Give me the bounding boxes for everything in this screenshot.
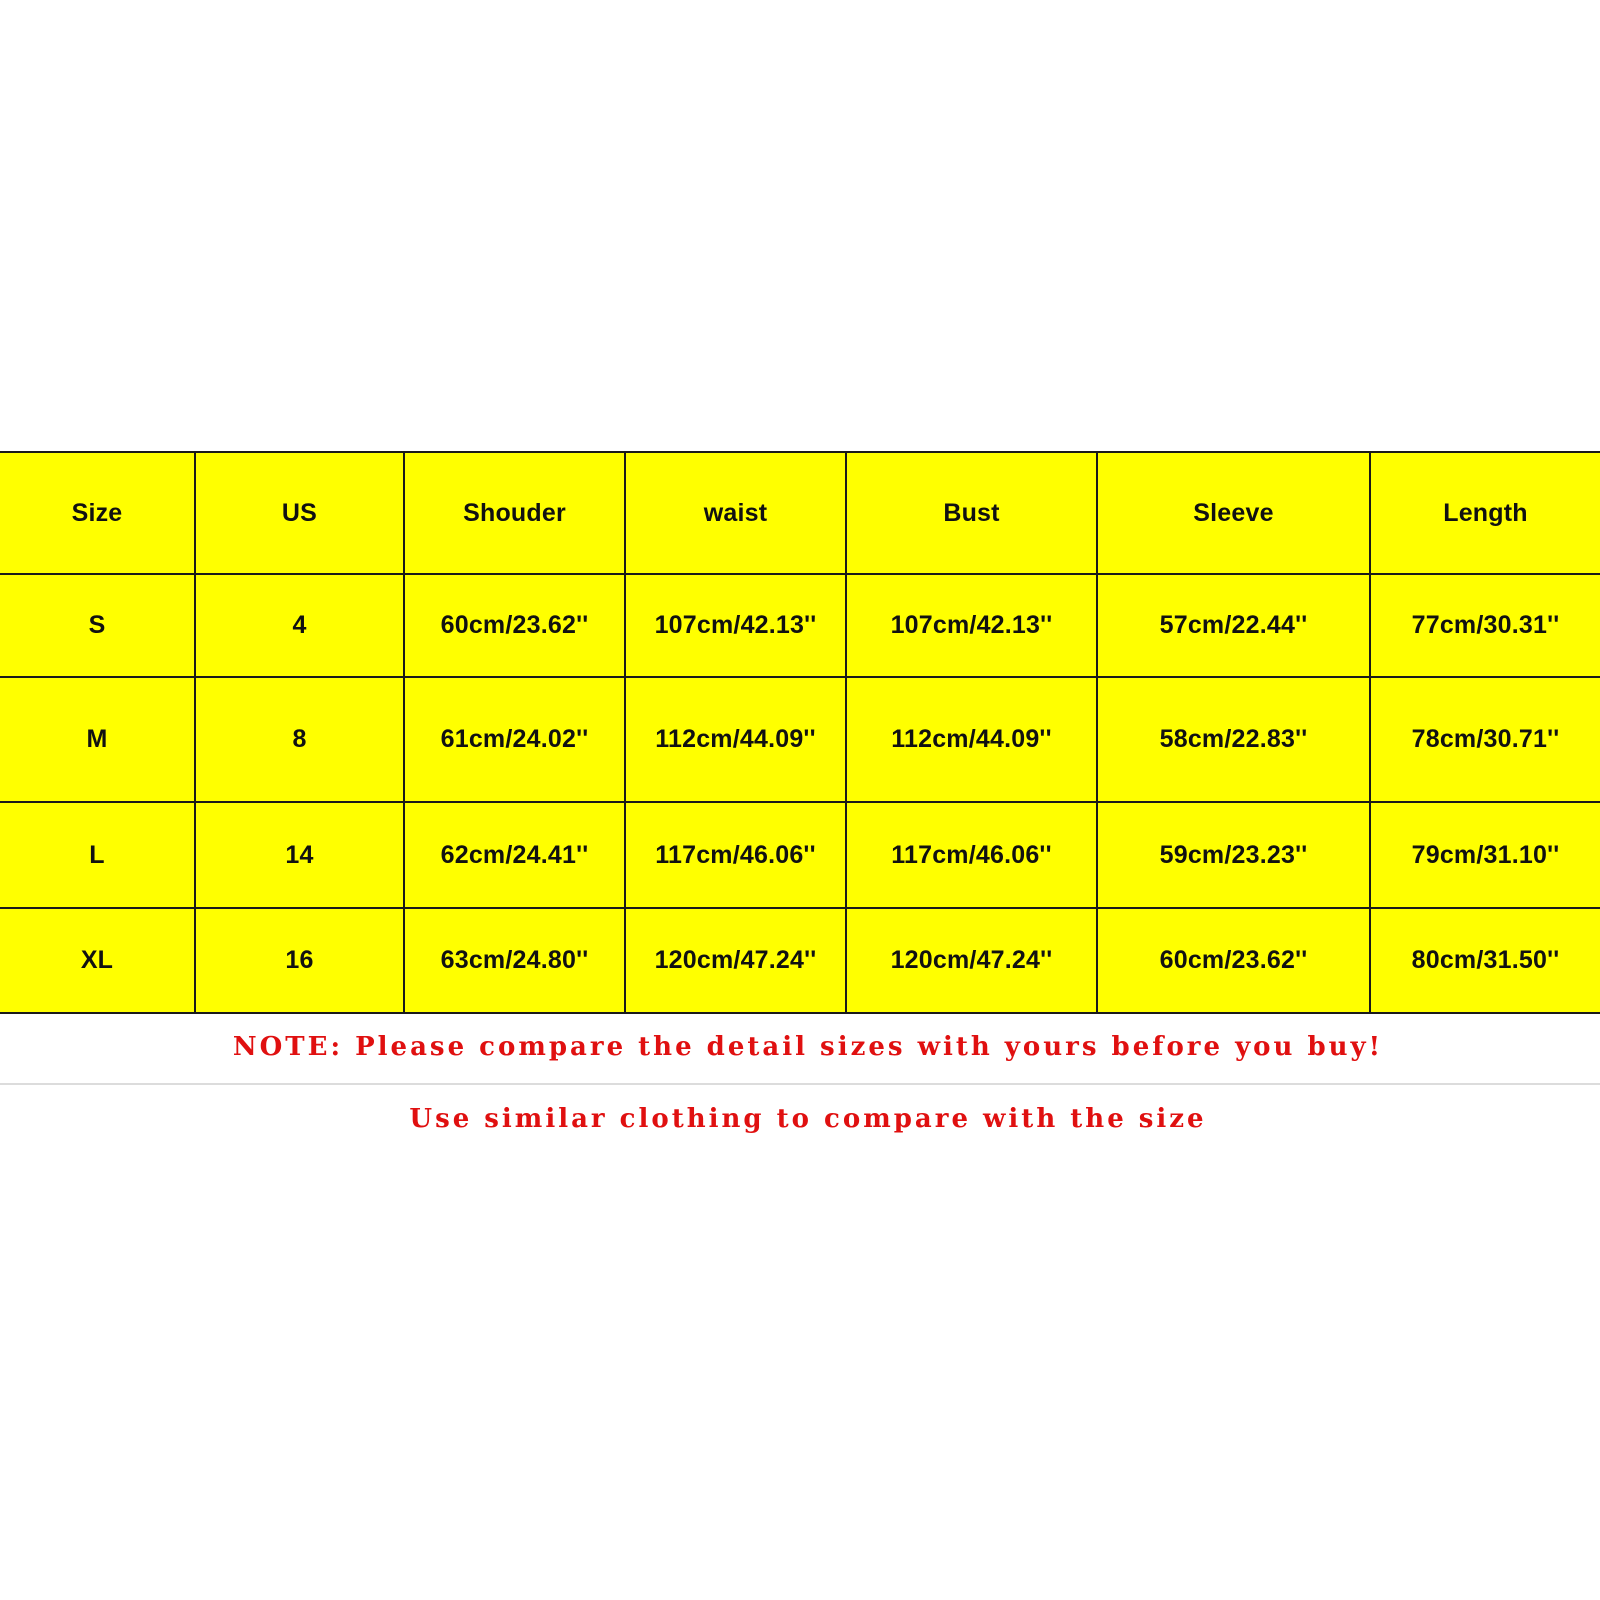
table-cell: 80cm/31.50'' xyxy=(1370,908,1600,1013)
table-cell: 57cm/22.44'' xyxy=(1097,574,1370,677)
header-cell-waist: waist xyxy=(625,452,846,574)
table-cell: 60cm/23.62'' xyxy=(1097,908,1370,1013)
table-cell: 117cm/46.06'' xyxy=(625,802,846,908)
table-cell: 120cm/47.24'' xyxy=(846,908,1097,1013)
table-cell: 14 xyxy=(195,802,404,908)
table-cell: M xyxy=(0,677,195,802)
table-cell: 112cm/44.09'' xyxy=(625,677,846,802)
table-row xyxy=(0,802,1600,908)
table-cell: 4 xyxy=(195,574,404,677)
table-header-row xyxy=(0,452,1600,574)
table-row xyxy=(0,908,1600,1013)
table-cell: 61cm/24.02'' xyxy=(404,677,625,802)
table-cell: 62cm/24.41'' xyxy=(404,802,625,908)
table-cell: 112cm/44.09'' xyxy=(846,677,1097,802)
compare-sizes-note: NOTE: Please compare the detail sizes with yours before you buy! xyxy=(232,1032,1384,1062)
table-cell: S xyxy=(0,574,195,677)
table-row xyxy=(0,574,1600,677)
table-cell: 8 xyxy=(195,677,404,802)
table-cell: 59cm/23.23'' xyxy=(1097,802,1370,908)
table-cell: 120cm/47.24'' xyxy=(625,908,846,1013)
header-cell-sleeve: Sleeve xyxy=(1097,452,1370,574)
header-cell-bust: Bust xyxy=(846,452,1097,574)
table-cell: 77cm/30.31'' xyxy=(1370,574,1600,677)
divider xyxy=(0,1083,1600,1085)
table-cell: 58cm/22.83'' xyxy=(1097,677,1370,802)
header-cell-us: US xyxy=(195,452,404,574)
table-cell: 60cm/23.62'' xyxy=(404,574,625,677)
table-cell: 107cm/42.13'' xyxy=(625,574,846,677)
similar-clothing-note: Use similar clothing to compare with the size xyxy=(409,1104,1207,1134)
table-cell: 16 xyxy=(195,908,404,1013)
table-cell: XL xyxy=(0,908,195,1013)
table-cell: 79cm/31.10'' xyxy=(1370,802,1600,908)
size-chart-table xyxy=(0,451,1600,1014)
table-cell: 107cm/42.13'' xyxy=(846,574,1097,677)
header-cell-size: Size xyxy=(0,452,195,574)
table-row xyxy=(0,677,1600,802)
header-cell-shoulder: Shouder xyxy=(404,452,625,574)
table-cell: L xyxy=(0,802,195,908)
table-cell: 63cm/24.80'' xyxy=(404,908,625,1013)
table-cell: 78cm/30.71'' xyxy=(1370,677,1600,802)
header-cell-length: Length xyxy=(1370,452,1600,574)
table-cell: 117cm/46.06'' xyxy=(846,802,1097,908)
